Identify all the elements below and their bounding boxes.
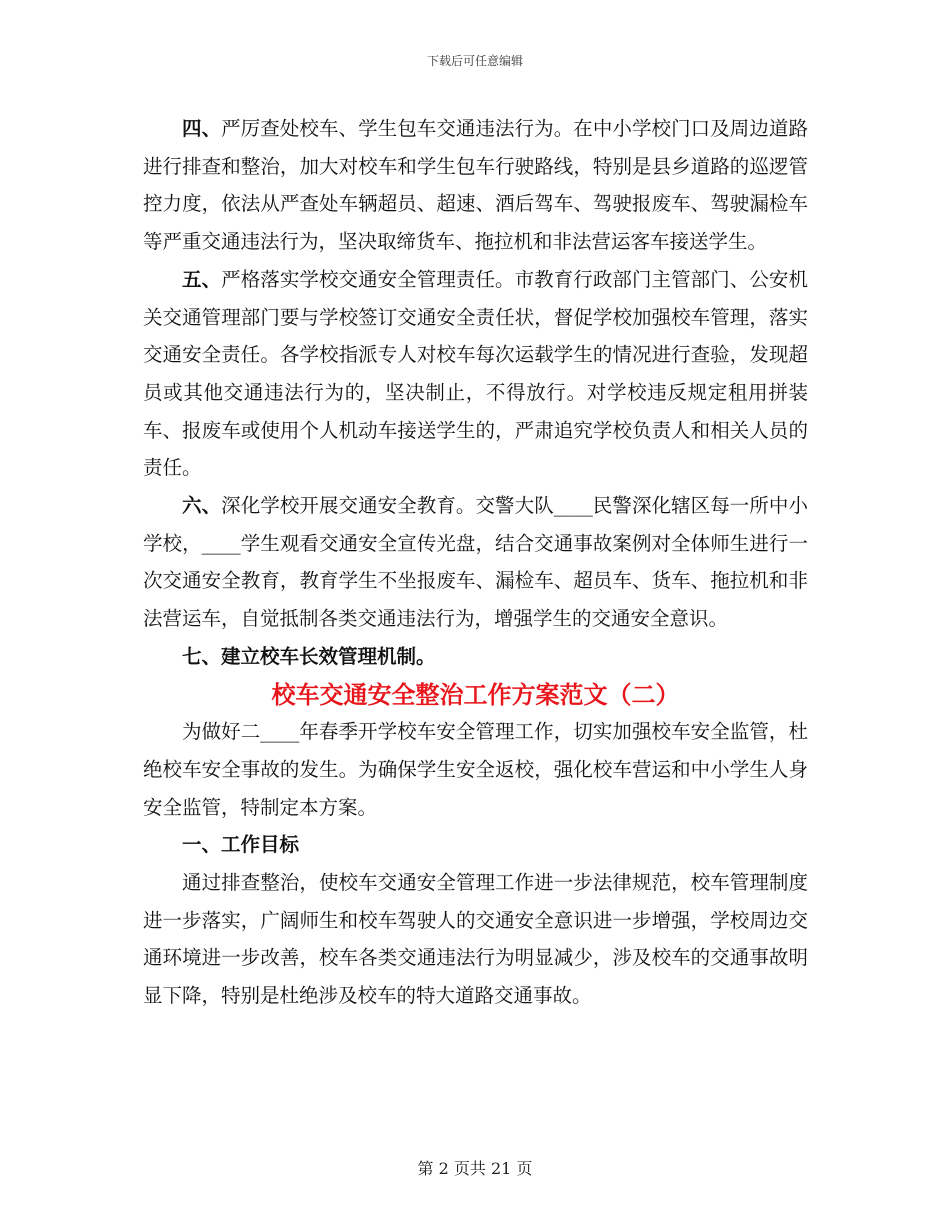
paragraph-five bbox=[143, 261, 808, 487]
document-body bbox=[143, 110, 808, 1015]
section-title: 校车交通安全整治工作方案范文（二） bbox=[271, 679, 680, 709]
heading-work-goal: 一、工作目标 bbox=[182, 833, 300, 857]
goal-paragraph: 通过排查整治，使校车交通安全管理工作进一步法律规范，校车管理制度进一步落实，广阔师生和校车驾驶人的交通安全意识进一步增强，学校周边交通环境进一步改善，校车各类交通违法行为明显减少，涉及校车的交通事故明显下降，特别是杜绝涉及校车的特大道路交通事故。 bbox=[143, 871, 808, 1008]
page-footer: 第 2 页共 21 页 bbox=[417, 1159, 533, 1178]
page-header: 下载后可任意编辑 bbox=[426, 54, 523, 68]
paragraph-six-lead: 六、 bbox=[182, 494, 222, 518]
heading-seven: 七、建立校车长效管理机制。 bbox=[182, 644, 436, 668]
paragraph-four-text: 严厉查处校车、学生包车交通违法行为。在中小学校门口及周边道路进行排查和整治，加大对校车和学生包车行驶路线，特别是县乡道路的巡逻管控力度，依法从严查处车辆超员、超速、酒后驾车、驾驶报废车、驾驶漏检车等严重交通违法行为，坚决取缔货车、拖拉机和非法营运客车接送学生。 bbox=[143, 117, 808, 254]
paragraph-six-text: 深化学校开展交通安全教育。交警大队____民警深化辖区每一所中小学校，____学生观看交通安全宣传光盘，结合交通事故案例对全体师生进行一次交通安全教育，教育学生不坐报废车、漏检车、超员车、货车、拖拉机和非法营运车，自觉抵制各类交通违法行为，增强学生的交通安全意识。 bbox=[143, 494, 808, 631]
paragraph-six bbox=[143, 487, 808, 638]
intro-paragraph: 为做好二____年春季开学校车安全管理工作，切实加强校车安全监管，杜绝校车安全事故的发生。为确保学生安全返校，强化校车营运和中小学生人身安全监管，特制定本方案。 bbox=[143, 720, 808, 819]
paragraph-five-lead: 五、 bbox=[182, 267, 222, 291]
paragraph-five-text: 严格落实学校交通安全管理责任。市教育行政部门主管部门、公安机关交通管理部门要与学校签订交通安全责任状，督促学校加强校车管理，落实交通安全责任。各学校指派专人对校车每次运载学生的情况进行查验，发现超员或其他交通违法行为的，坚决制止，不得放行。对学校违反规定租用拼装车、报废车或使用个人机动车接送学生的，严肃追究学校负责人和相关人员的责任。 bbox=[143, 267, 808, 480]
paragraph-four bbox=[143, 110, 808, 261]
paragraph-four-lead: 四、 bbox=[182, 117, 222, 140]
